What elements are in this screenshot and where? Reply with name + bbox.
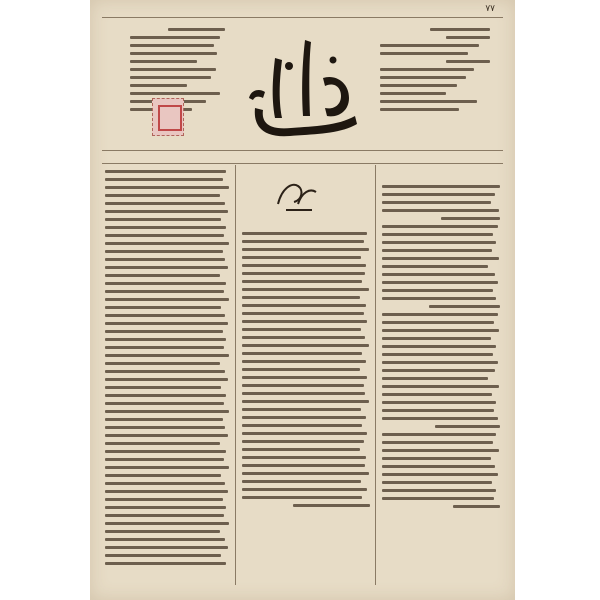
top-rule bbox=[102, 17, 503, 18]
postage-stamp bbox=[152, 98, 184, 136]
right-masthead-text bbox=[380, 28, 490, 116]
section-heading-ornament bbox=[272, 174, 322, 218]
masthead-bottom-rule bbox=[102, 150, 503, 151]
subtitle-rule bbox=[102, 163, 503, 164]
right-column-text bbox=[382, 185, 500, 595]
column-divider bbox=[235, 165, 236, 585]
issue-value: ٧٧ bbox=[485, 4, 495, 14]
stamp-emblem bbox=[158, 105, 182, 131]
masthead-calligraphy-logo bbox=[245, 38, 365, 148]
column-divider bbox=[375, 165, 376, 585]
left-column-text bbox=[105, 170, 230, 580]
center-column-text bbox=[242, 232, 370, 600]
subtitle-bar bbox=[90, 152, 515, 161]
issue-number bbox=[485, 4, 495, 14]
newspaper-page bbox=[90, 0, 515, 600]
